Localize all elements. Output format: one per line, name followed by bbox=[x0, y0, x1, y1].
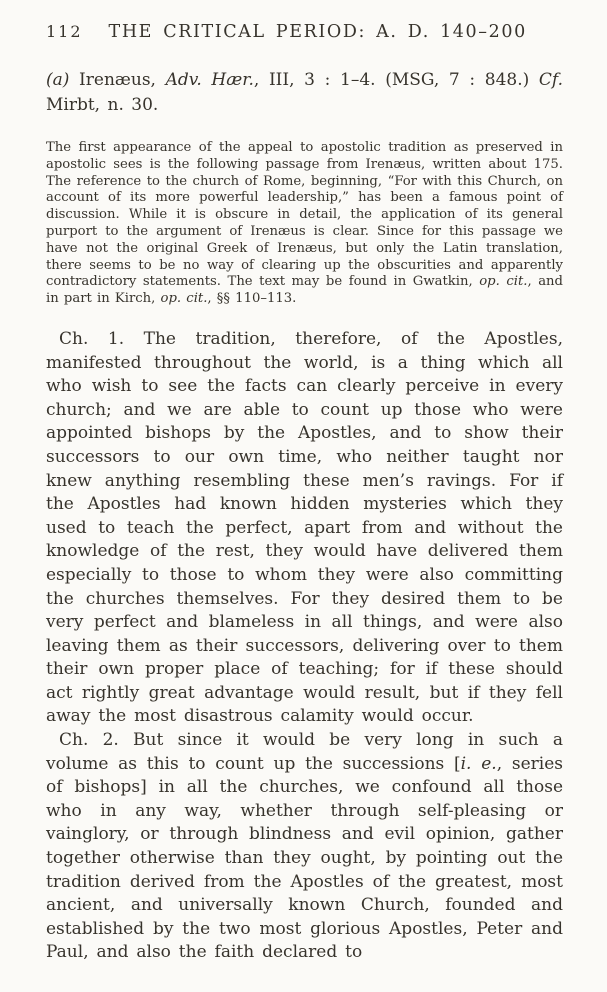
running-head bbox=[46, 22, 563, 42]
paragraph-ch2: Ch. 2. But since it would be very long in such a volume as this to count up the successions [i. e., series of bishops] in all the churches, we confound all those who in any way, whether through self-pleasing or vainglory, or through blindness and evil opinion, gather together otherwise than they ought, by pointing out the tradition derived from the Apostles of the greatest, most ancient, and universally known Church, founded and established by the two most glorious Apostles, Peter and Paul, and also the faith declared to bbox=[46, 730, 563, 963]
editorial-note: The first appearance of the appeal to apostolic tradition as preserved in apostolic sees is the following passage from Irenæus, written about 175. The reference to the church of Rome, beginning, “For with this Church, on account of its more powerful leadership,” has been a famous point of discussion. While it is obscure in detail, the application of its general purport to the argument of Irenæus is clear. Since for this passage we have not the original Greek of Irenæus, but only the Latin translation, there seems to be no way of clearing up the obscurities and apparently contradictory statements. The text may be found in Gwatkin, op. cit., and in part in Kirch, op. cit., §§ 110–113. bbox=[46, 140, 563, 307]
main-text bbox=[46, 328, 563, 965]
source-citation: (a) Irenæus, Adv. Hær., III, 3 : 1–4. (MSG, 7 : 848.) Cf. Mirbt, n. 30. bbox=[46, 70, 563, 115]
chapter-running-title: THE CRITICAL PERIOD: A. D. 140–200 bbox=[108, 22, 527, 42]
paragraph-ch1: Ch. 1. The tradition, therefore, of the Apostles, manifested throughout the world, is a thing which all who wish to see the facts can clearly perceive in every church; and we are able to count up those who were appointed bishops by the Apostles, and to show their successors to our own time, who neither taught nor knew anything resembling these men’s ravings. For if the Apostles had known hidden mysteries which they used to teach the perfect, apart from and without the knowledge of the rest, they would have delivered them especially to those to whom they were also committing the churches themselves. For they desired them to be very perfect and blameless in all things, and were also leaving them as their successors, delivering over to them their own proper place of teaching; for if these should act rightly great advantage would result, but if they fell away the most disastrous calamity would occur. bbox=[46, 328, 563, 727]
page-number: 112 bbox=[46, 22, 83, 41]
